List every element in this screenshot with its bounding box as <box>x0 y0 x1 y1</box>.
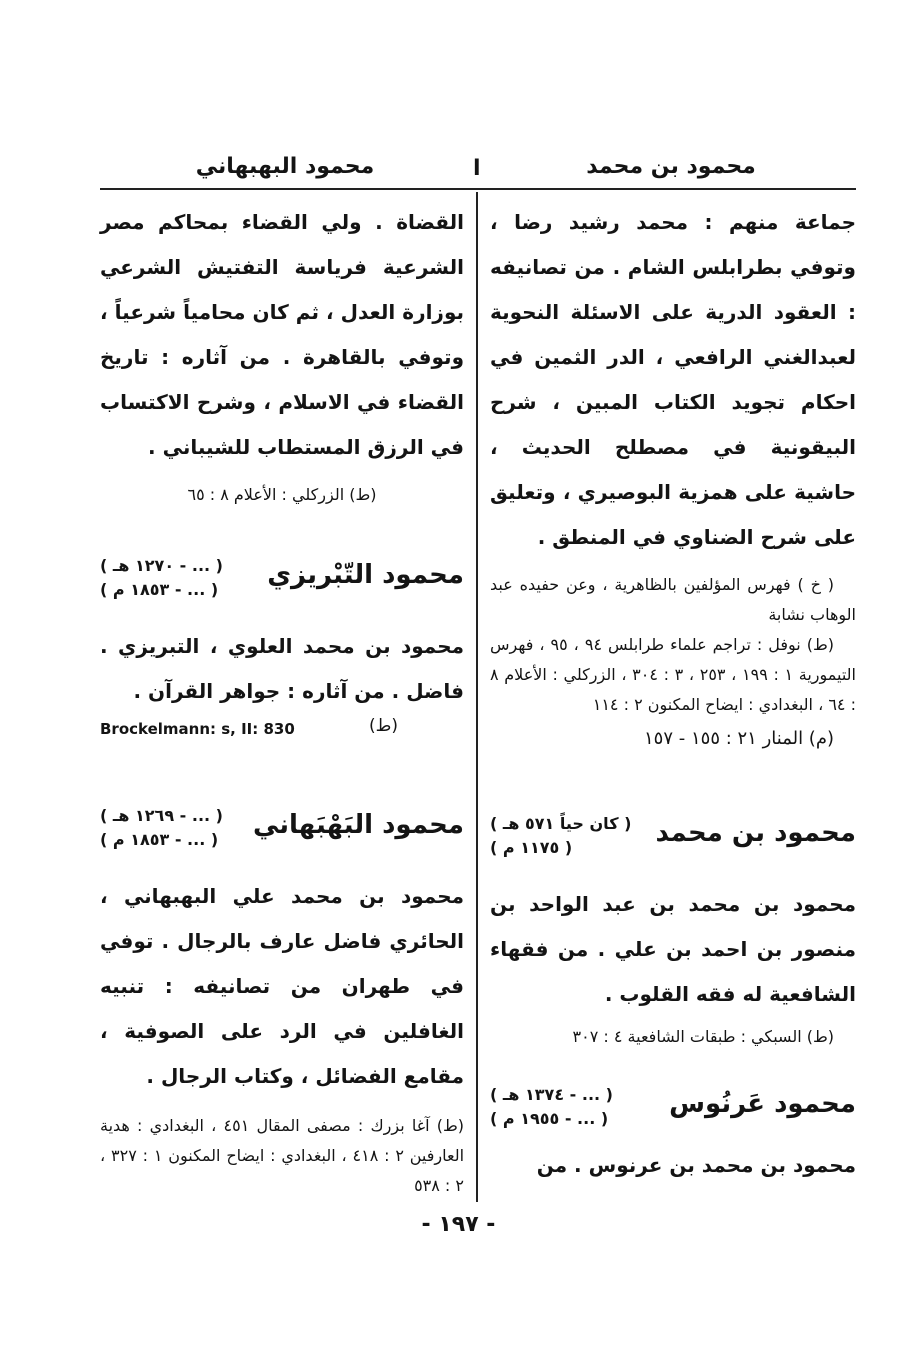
entry-dates <box>100 554 300 602</box>
header-left-title: محمود البهبهاني <box>195 154 375 179</box>
page-number: - ١٩٧ - <box>421 1212 496 1237</box>
left-ref-1: (ط) الزركلي : الأعلام ٨ : ٦٥ <box>187 485 377 504</box>
entry-dates <box>100 804 300 852</box>
dates-gregorian: ( ... - ١٩٥٥ م ) <box>490 1109 609 1128</box>
right-ref-printed: (ط) نوفل : تراجم علماء طرابلس ٩٤ ، ٩٥ ، فهرس التيمورية ١ : ١٩٩ ، ٢٥٣ ، ٣ : ٣٠٤ ، الزركلي : الأعلام ٨ : ٦٤ ، البغدادي : ايضاح المكنون ٢ : ١١٤ <box>490 635 857 714</box>
dates-hijri: ( ... - ١٢٧٠ هـ ) <box>100 556 223 575</box>
right-ref-manuscript: ( خ ) فهرس المؤلفين بالظاهرية ، وعن حفيده عبد الوهاب نشابة <box>490 575 856 624</box>
left-column <box>100 200 464 1201</box>
dates-gregorian: ( ... - ١٨٥٣ م ) <box>100 830 219 849</box>
header-separator: ا <box>473 156 481 181</box>
right-entry-3-heading <box>490 1079 856 1143</box>
ref-tag: (ط) <box>369 716 398 736</box>
right-entry-2-heading <box>490 808 856 882</box>
entry-dates <box>490 812 690 860</box>
entry-name: محمود البَهْبَهاني <box>252 810 464 840</box>
right-entry-3-text: محمود بن محمد بن عرنوس . من <box>536 1153 856 1177</box>
left-entry-3-text: محمود بن محمد علي البهبهاني ، الحائري فاضل عارف بالرجال . توفي في طهران من تصانيفه : تنبيه الغافلين في الرد على الصوفية ، مقامع الفضائل ، وكتاب الرجال . <box>100 884 464 1088</box>
entry-name: محمود التّبْريزي <box>267 560 464 590</box>
dates-gregorian: ( ١١٧٥ م ) <box>490 838 573 857</box>
column-divider <box>476 192 478 1202</box>
right-ref-periodical: (م) المنار ٢١ : ١٥٥ - ١٥٧ <box>644 728 834 749</box>
dates-hijri: ( ... - ١٣٧٤ هـ ) <box>490 1085 613 1104</box>
right-entry-2-ref: (ط) السبكي : طبقات الشافعية ٤ : ٣٠٧ <box>572 1027 834 1046</box>
left-entry-2-ref <box>100 714 464 748</box>
right-intro-paragraph: جماعة منهم : محمد رشيد رضا ، وتوفي بطرابلس الشام . من تصانيفه : العقود الدرية على الاسئلة النحوية لعبدالغني الرافعي ، الدر الثمين في احكام تجويد الكتاب المبين ، شرح البيقونية في مصطلح الحديث ، حاشية على همزية البوصيري ، وتعليق على شرح الضناوي في المنطق . <box>490 210 856 549</box>
running-header <box>100 150 856 186</box>
dates-gregorian: ( ... - ١٨٥٣ م ) <box>100 580 219 599</box>
left-entry-2-heading <box>100 550 464 624</box>
left-entry-3-heading <box>100 800 464 874</box>
entry-dates <box>490 1083 690 1131</box>
right-entry-2-text: محمود بن محمد بن عبد الواحد بن منصور بن احمد بن علي . من فقهاء الشافعية له فقه القلوب . <box>490 892 856 1006</box>
dates-hijri: ( كان حياً ٥٧١ هـ ) <box>490 814 632 833</box>
right-column <box>490 200 856 1188</box>
entry-name: محمود بن محمد <box>655 818 856 848</box>
left-entry-2-text: محمود بن محمد العلوي ، التبريزي . فاضل . من آثاره : جواهر القرآن . <box>100 634 464 703</box>
left-intro-paragraph: القضاة . ولي القضاء بمحاكم مصر الشرعية فرياسة التفتيش الشرعي بوزارة العدل ، ثم كان محامياً شرعياً ، وتوفي بالقاهرة . من آثاره : تاريخ القضاء في الاسلام ، وشرح الاكتساب في الرزق المستطاب للشيباني . <box>100 210 464 459</box>
entry-name: محمود عَرنُوس <box>669 1089 856 1119</box>
dates-hijri: ( ... - ١٢٦٩ هـ ) <box>100 806 223 825</box>
left-entry-3-ref: (ط) آغا بزرك : مصفى المقال ٤٥١ ، البغدادي : هدية العارفين ٢ : ٤١٨ ، البغدادي : ايضاح المكنون ١ : ٣٢٧ ، ٢ : ٥٣٨ <box>100 1116 465 1195</box>
header-rule <box>100 188 856 190</box>
header-right-title: محمود بن محمد <box>586 154 756 179</box>
latin-reference: Brockelmann: s, II: 830 <box>100 720 295 738</box>
